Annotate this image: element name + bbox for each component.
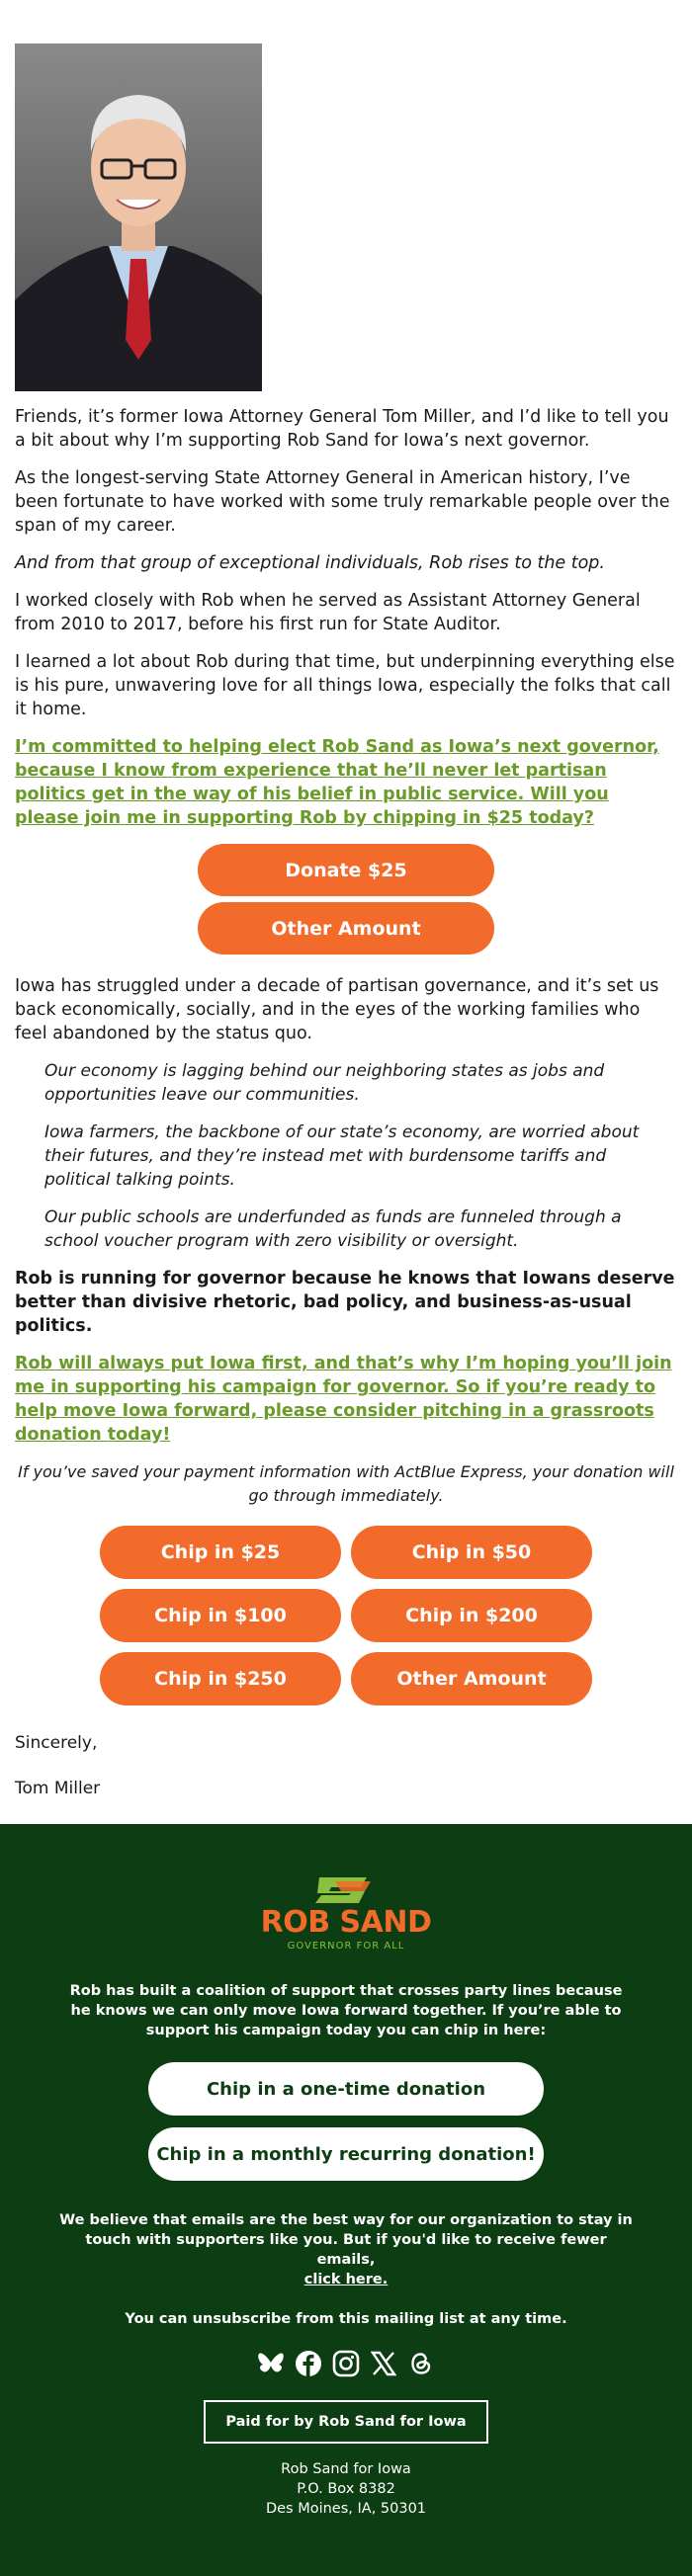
footer-coalition-text: Rob has built a coalition of support that crosses party lines because he knows we can only move Iowa forward together. If you’re able to support his campaign today you can chip in here: <box>69 1983 623 2038</box>
issue-quote-economy: Our economy is lagging behind our neighboring states as jobs and opportunities leave our communities. <box>44 1061 605 1105</box>
x-icon[interactable] <box>369 2349 398 2378</box>
logo-text: ROB SAND <box>260 1905 432 1940</box>
rob-sand-logo <box>20 1873 672 1952</box>
logo-mark-icon <box>311 1873 381 1907</box>
monthly-donation-button[interactable]: Chip in a monthly recurring donation! <box>148 2127 544 2181</box>
chip-in-other-button[interactable]: Other Amount <box>351 1652 592 1705</box>
chip-in-25-button[interactable]: Chip in $25 <box>100 1526 341 1579</box>
issue-quotes <box>15 1059 677 1253</box>
sign-off: Sincerely, <box>15 1733 98 1753</box>
actblue-note: If you’ve saved your payment information with ActBlue Express, your donation will go through immediately. <box>18 1462 674 1505</box>
footer-email-text <box>20 2210 672 2289</box>
social-links <box>20 2349 672 2378</box>
tom-miller-photo <box>15 43 262 391</box>
intro-paragraph-3: And from that group of exceptional individuals, Rob rises to the top. <box>15 553 605 573</box>
issue-quote-schools: Our public schools are underfunded as funds are funneled through a school voucher program with zero visibility or oversight. <box>44 1207 622 1251</box>
donate-button-group <box>15 844 677 955</box>
address-line-2: P.O. Box 8382 <box>297 2481 395 2497</box>
donate-25-button[interactable]: Donate $25 <box>198 844 494 896</box>
fewer-emails-link[interactable]: click here. <box>303 2272 389 2287</box>
unsubscribe-text: You can unsubscribe from this mailing list at any time. <box>125 2311 567 2327</box>
intro-paragraph-4: I worked closely with Rob when he served as Assistant Attorney General from 2010 to 2017, before his first run for State Auditor. <box>15 591 641 634</box>
chip-in-50-button[interactable]: Chip in $50 <box>351 1526 592 1579</box>
address-line-3: Des Moines, IA, 50301 <box>265 2501 427 2517</box>
middle-paragraph-1: Iowa has struggled under a decade of partisan governance, and it’s set us back economically, socially, and in the eyes of the working families who feel abandoned by the status quo. <box>15 976 659 1043</box>
intro-paragraph-2: As the longest-serving State Attorney General in American history, I’ve been fortunate to have worked with some truly remarkable people over the span of my career. <box>15 468 670 536</box>
donate-link-1[interactable]: I’m committed to helping elect Rob Sand as Iowa’s next governor, because I know from experience that he’ll never let partisan politics get in the way of his belief in public service. Will you please join me in supporting Rob by chipping in $25 today? <box>15 737 659 828</box>
footer-email-text-body: We believe that emails are the best way for our organization to stay in touch with supporters like you. But if you'd like to receive fewer emails, <box>59 2212 633 2268</box>
bluesky-icon[interactable] <box>256 2349 286 2378</box>
email-footer <box>0 1824 692 2576</box>
donate-link-2[interactable]: Rob will always put Iowa first, and that’s why I’m hoping you’ll join me in supporting his campaign for governor. So if you’re ready to help move Iowa forward, please consider pitching in a grassroots donation today! <box>15 1354 672 1445</box>
chip-in-250-button[interactable]: Chip in $250 <box>100 1652 341 1705</box>
middle-paragraph-2: Rob is running for governor because he knows that Iowans deserve better than divisive rhetoric, bad policy, and business-as-usual politics. <box>15 1269 675 1336</box>
logo-subtitle: GOVERNOR FOR ALL <box>287 1941 405 1952</box>
issue-quote-farmers: Iowa farmers, the backbone of our state’s economy, are worried about their futures, and they’re instead met with burdensome tariffs and political talking points. <box>44 1122 640 1190</box>
intro-paragraph-5: I learned a lot about Rob during that time, but underpinning everything else is his pure, unwavering love for all things Iowa, especially the folks that call it home. <box>15 652 675 719</box>
threads-icon[interactable] <box>406 2349 436 2378</box>
address-line-1: Rob Sand for Iowa <box>281 2461 411 2477</box>
chip-in-200-button[interactable]: Chip in $200 <box>351 1589 592 1642</box>
intro-paragraph-1: Friends, it’s former Iowa Attorney General Tom Miller, and I’d like to tell you a bit about why I’m supporting Rob Sand for Iowa’s next governor. <box>15 407 669 451</box>
instagram-icon[interactable] <box>331 2349 361 2378</box>
chip-in-grid <box>15 1526 677 1705</box>
one-time-donation-button[interactable]: Chip in a one-time donation <box>148 2062 544 2116</box>
chip-in-100-button[interactable]: Chip in $100 <box>100 1589 341 1642</box>
mailing-address <box>20 2459 672 2519</box>
facebook-icon[interactable] <box>294 2349 323 2378</box>
paid-for-box: Paid for by Rob Sand for Iowa <box>204 2400 487 2444</box>
signer-name: Tom Miller <box>15 1779 101 1798</box>
other-amount-button[interactable]: Other Amount <box>198 902 494 955</box>
